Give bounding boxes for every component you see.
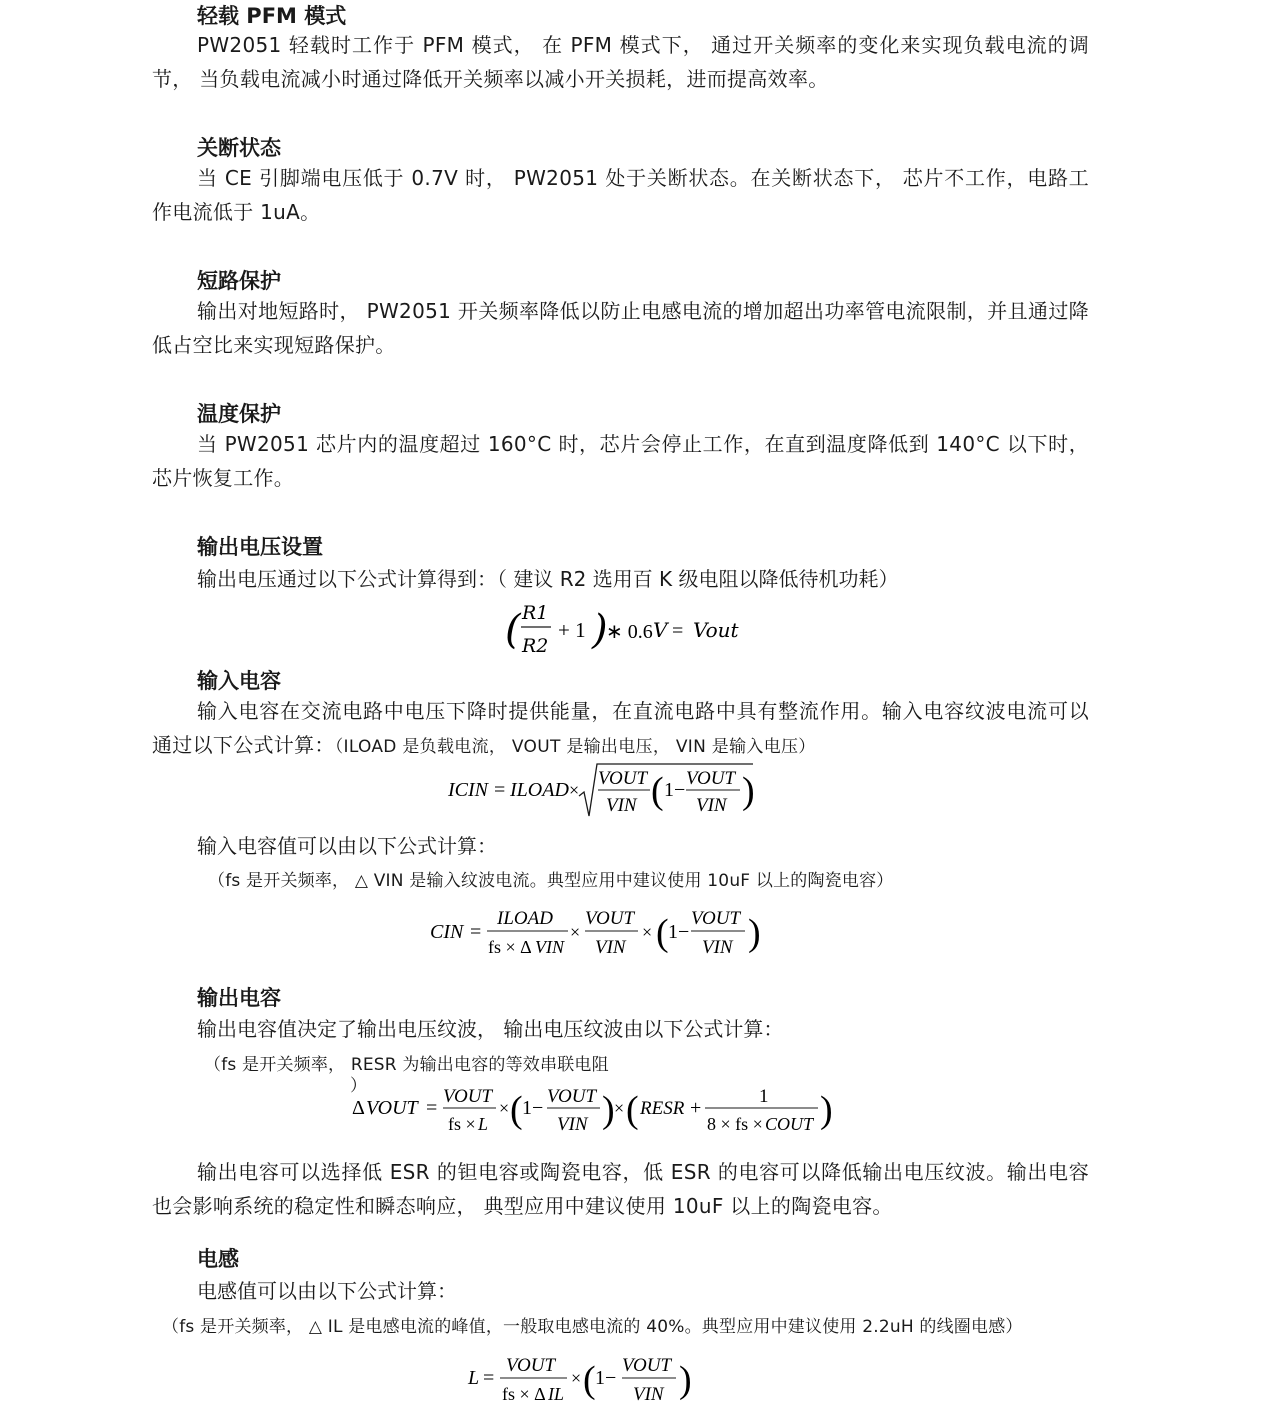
svg-text:): ) [592, 607, 608, 653]
svg-text:+: + [690, 1097, 702, 1119]
svg-text:): ) [602, 1089, 615, 1131]
svg-text:VIN: VIN [606, 795, 637, 816]
svg-text:Vout: Vout [693, 618, 739, 642]
formula-output-voltage [505, 600, 755, 660]
svg-text:1−: 1− [595, 1367, 617, 1389]
formula-input-ripple-current [448, 760, 758, 822]
svg-text:1: 1 [759, 1086, 769, 1107]
input-capacitor-note: （ILOAD 是负载电流， VOUT 是输出电压， VIN 是输入电压） [334, 736, 816, 757]
svg-text:): ) [748, 912, 761, 954]
svg-text:): ) [679, 1359, 692, 1401]
svg-text:VIN: VIN [633, 1384, 664, 1405]
formula-output-ripple [352, 1080, 837, 1142]
svg-text:×: × [570, 922, 581, 942]
input-capacitor-text: 输入电容在交流电路中电压下降时提供能量，在直流电路中具有整流作用。输入电容纹波电流可以通过以下公式计算： [152, 699, 1089, 757]
output-capacitor-note-tail: ） [350, 1076, 368, 1096]
heading-output-capacitor: 输出电容 [197, 986, 281, 1010]
svg-text:IL: IL [548, 1384, 565, 1404]
paragraph-thermal-protection: 当 PW2051 芯片内的温度超过 160°C 时，芯片会停止工作，在直到温度降低到 140°C 以下时，芯片恢复工作。 [152, 432, 1089, 490]
svg-text:VOUT: VOUT [366, 1097, 418, 1119]
heading-shutdown: 关断状态 [197, 136, 281, 160]
inductor-note: （fs 是开关频率， △ IL 是电感电流的峰值，一般取电感电流的 40%。典型应用中建议使用 2.2uH 的线圈电感） [162, 1317, 1023, 1337]
heading-thermal-protection: 温度保护 [197, 402, 281, 426]
svg-text:): ) [742, 770, 755, 812]
svg-text:VIN: VIN [595, 937, 626, 958]
svg-text:∗ 0.6: ∗ 0.6 [606, 621, 653, 643]
inductor-intro: 电感值可以由以下公式计算： [197, 1279, 457, 1303]
svg-text:×: × [571, 1368, 582, 1388]
output-capacitor-intro: 输出电容值决定了输出电压纹波， 输出电压纹波由以下公式计算： [197, 1017, 784, 1041]
svg-text:×: × [614, 1098, 625, 1118]
svg-text:VOUT: VOUT [547, 1086, 597, 1107]
svg-text:VOUT: VOUT [506, 1355, 556, 1376]
svg-text:(: ( [651, 770, 664, 812]
paragraph-output-capacitor: 输出电容可以选择低 ESR 的钽电容或陶瓷电容，低 ESR 的电容可以降低输出电压纹波。输出电容也会影响系统的稳定性和瞬态响应， 典型应用中建议使用 10uF 以上的陶瓷电容。 [152, 1160, 1089, 1218]
svg-text:R2: R2 [522, 635, 549, 657]
svg-text:1−: 1− [664, 779, 686, 801]
heading-inductor: 电感 [197, 1247, 239, 1271]
paragraph-short-protection: 输出对地短路时， PW2051 开关频率降低以防止电感电流的增加超出功率管电流限制，并且通过降低占空比来实现短路保护。 [152, 299, 1089, 357]
svg-text:VOUT: VOUT [622, 1355, 672, 1376]
svg-text:VIN: VIN [557, 1114, 588, 1135]
input-capacitance-note: （fs 是开关频率， △ VIN 是输入纹波电流。典型应用中建议使用 10uF 以上的陶瓷电容） [208, 871, 894, 891]
svg-text:ILOAD: ILOAD [497, 908, 553, 929]
paragraph-pfm-mode: PW2051 轻载时工作于 PFM 模式， 在 PFM 模式下， 通过开关频率的变化来实现负载电流的调节， 当负载电流减小时通过降低开关频率以减小开关损耗，进而提高效率。 [152, 33, 1089, 91]
heading-pfm-mode: 轻载 PFM 模式 [197, 4, 347, 28]
svg-text:(: ( [626, 1089, 639, 1131]
formula-input-capacitance [430, 900, 770, 962]
heading-output-voltage: 输出电压设置 [197, 535, 323, 559]
heading-input-capacitor: 输入电容 [197, 669, 281, 693]
svg-text:1−: 1− [668, 921, 690, 943]
svg-text:=: = [483, 1367, 495, 1389]
svg-text:VIN: VIN [702, 937, 733, 958]
paragraph-input-capacitor [152, 695, 1089, 764]
svg-text:R1: R1 [522, 602, 549, 624]
svg-text:ICIN: ICIN [448, 779, 488, 801]
input-capacitance-intro: 输入电容值可以由以下公式计算： [197, 834, 497, 858]
svg-text:VOUT: VOUT [443, 1086, 493, 1107]
svg-text:VOUT: VOUT [585, 908, 635, 929]
svg-text:RESR: RESR [640, 1098, 685, 1119]
svg-text:Δ: Δ [352, 1097, 365, 1119]
svg-text:(: ( [510, 1089, 523, 1131]
svg-text:VOUT: VOUT [691, 908, 741, 929]
output-capacitor-note: （fs 是开关频率， RESR 为输出电容的等效串联电阻 [204, 1055, 609, 1075]
svg-text:L: L [478, 1114, 489, 1134]
svg-text:fs ×: fs × [448, 1114, 476, 1134]
svg-text:×: × [569, 780, 580, 800]
svg-text:×: × [499, 1098, 510, 1118]
svg-text:): ) [820, 1089, 833, 1131]
svg-text:fs × Δ: fs × Δ [488, 937, 532, 957]
svg-text:=: = [470, 921, 482, 943]
svg-text:(: ( [583, 1359, 596, 1401]
heading-short-protection: 短路保护 [197, 269, 281, 293]
svg-text:=: = [426, 1097, 438, 1119]
svg-text:=: = [672, 620, 684, 642]
svg-text:(: ( [505, 607, 521, 653]
output-voltage-intro: 输出电压通过以下公式计算得到：（ 建议 R2 选用百 K 级电阻以降低待机功耗） [197, 567, 899, 591]
svg-text:V: V [653, 618, 668, 642]
svg-text:1−: 1− [522, 1097, 544, 1119]
svg-text:VOUT: VOUT [598, 768, 648, 789]
svg-text:fs × Δ: fs × Δ [502, 1384, 546, 1404]
svg-text:VIN: VIN [696, 795, 727, 816]
svg-text:+ 1: + 1 [558, 618, 586, 642]
svg-text:(: ( [656, 912, 669, 954]
svg-text:ILOAD: ILOAD [510, 779, 569, 801]
svg-text:VOUT: VOUT [686, 768, 736, 789]
svg-text:L: L [468, 1367, 480, 1389]
paragraph-shutdown: 当 CE 引脚端电压低于 0.7V 时， PW2051 处于关断状态。在关断状态下， 芯片不工作，电路工作电流低于 1uA。 [152, 166, 1089, 224]
svg-text:COUT: COUT [765, 1114, 814, 1134]
svg-text:CIN: CIN [430, 921, 464, 943]
svg-text:VIN: VIN [535, 937, 564, 957]
formula-inductance [468, 1348, 708, 1410]
svg-text:8 × fs ×: 8 × fs × [707, 1114, 763, 1134]
svg-text:×: × [642, 922, 653, 942]
svg-text:=: = [494, 779, 506, 801]
